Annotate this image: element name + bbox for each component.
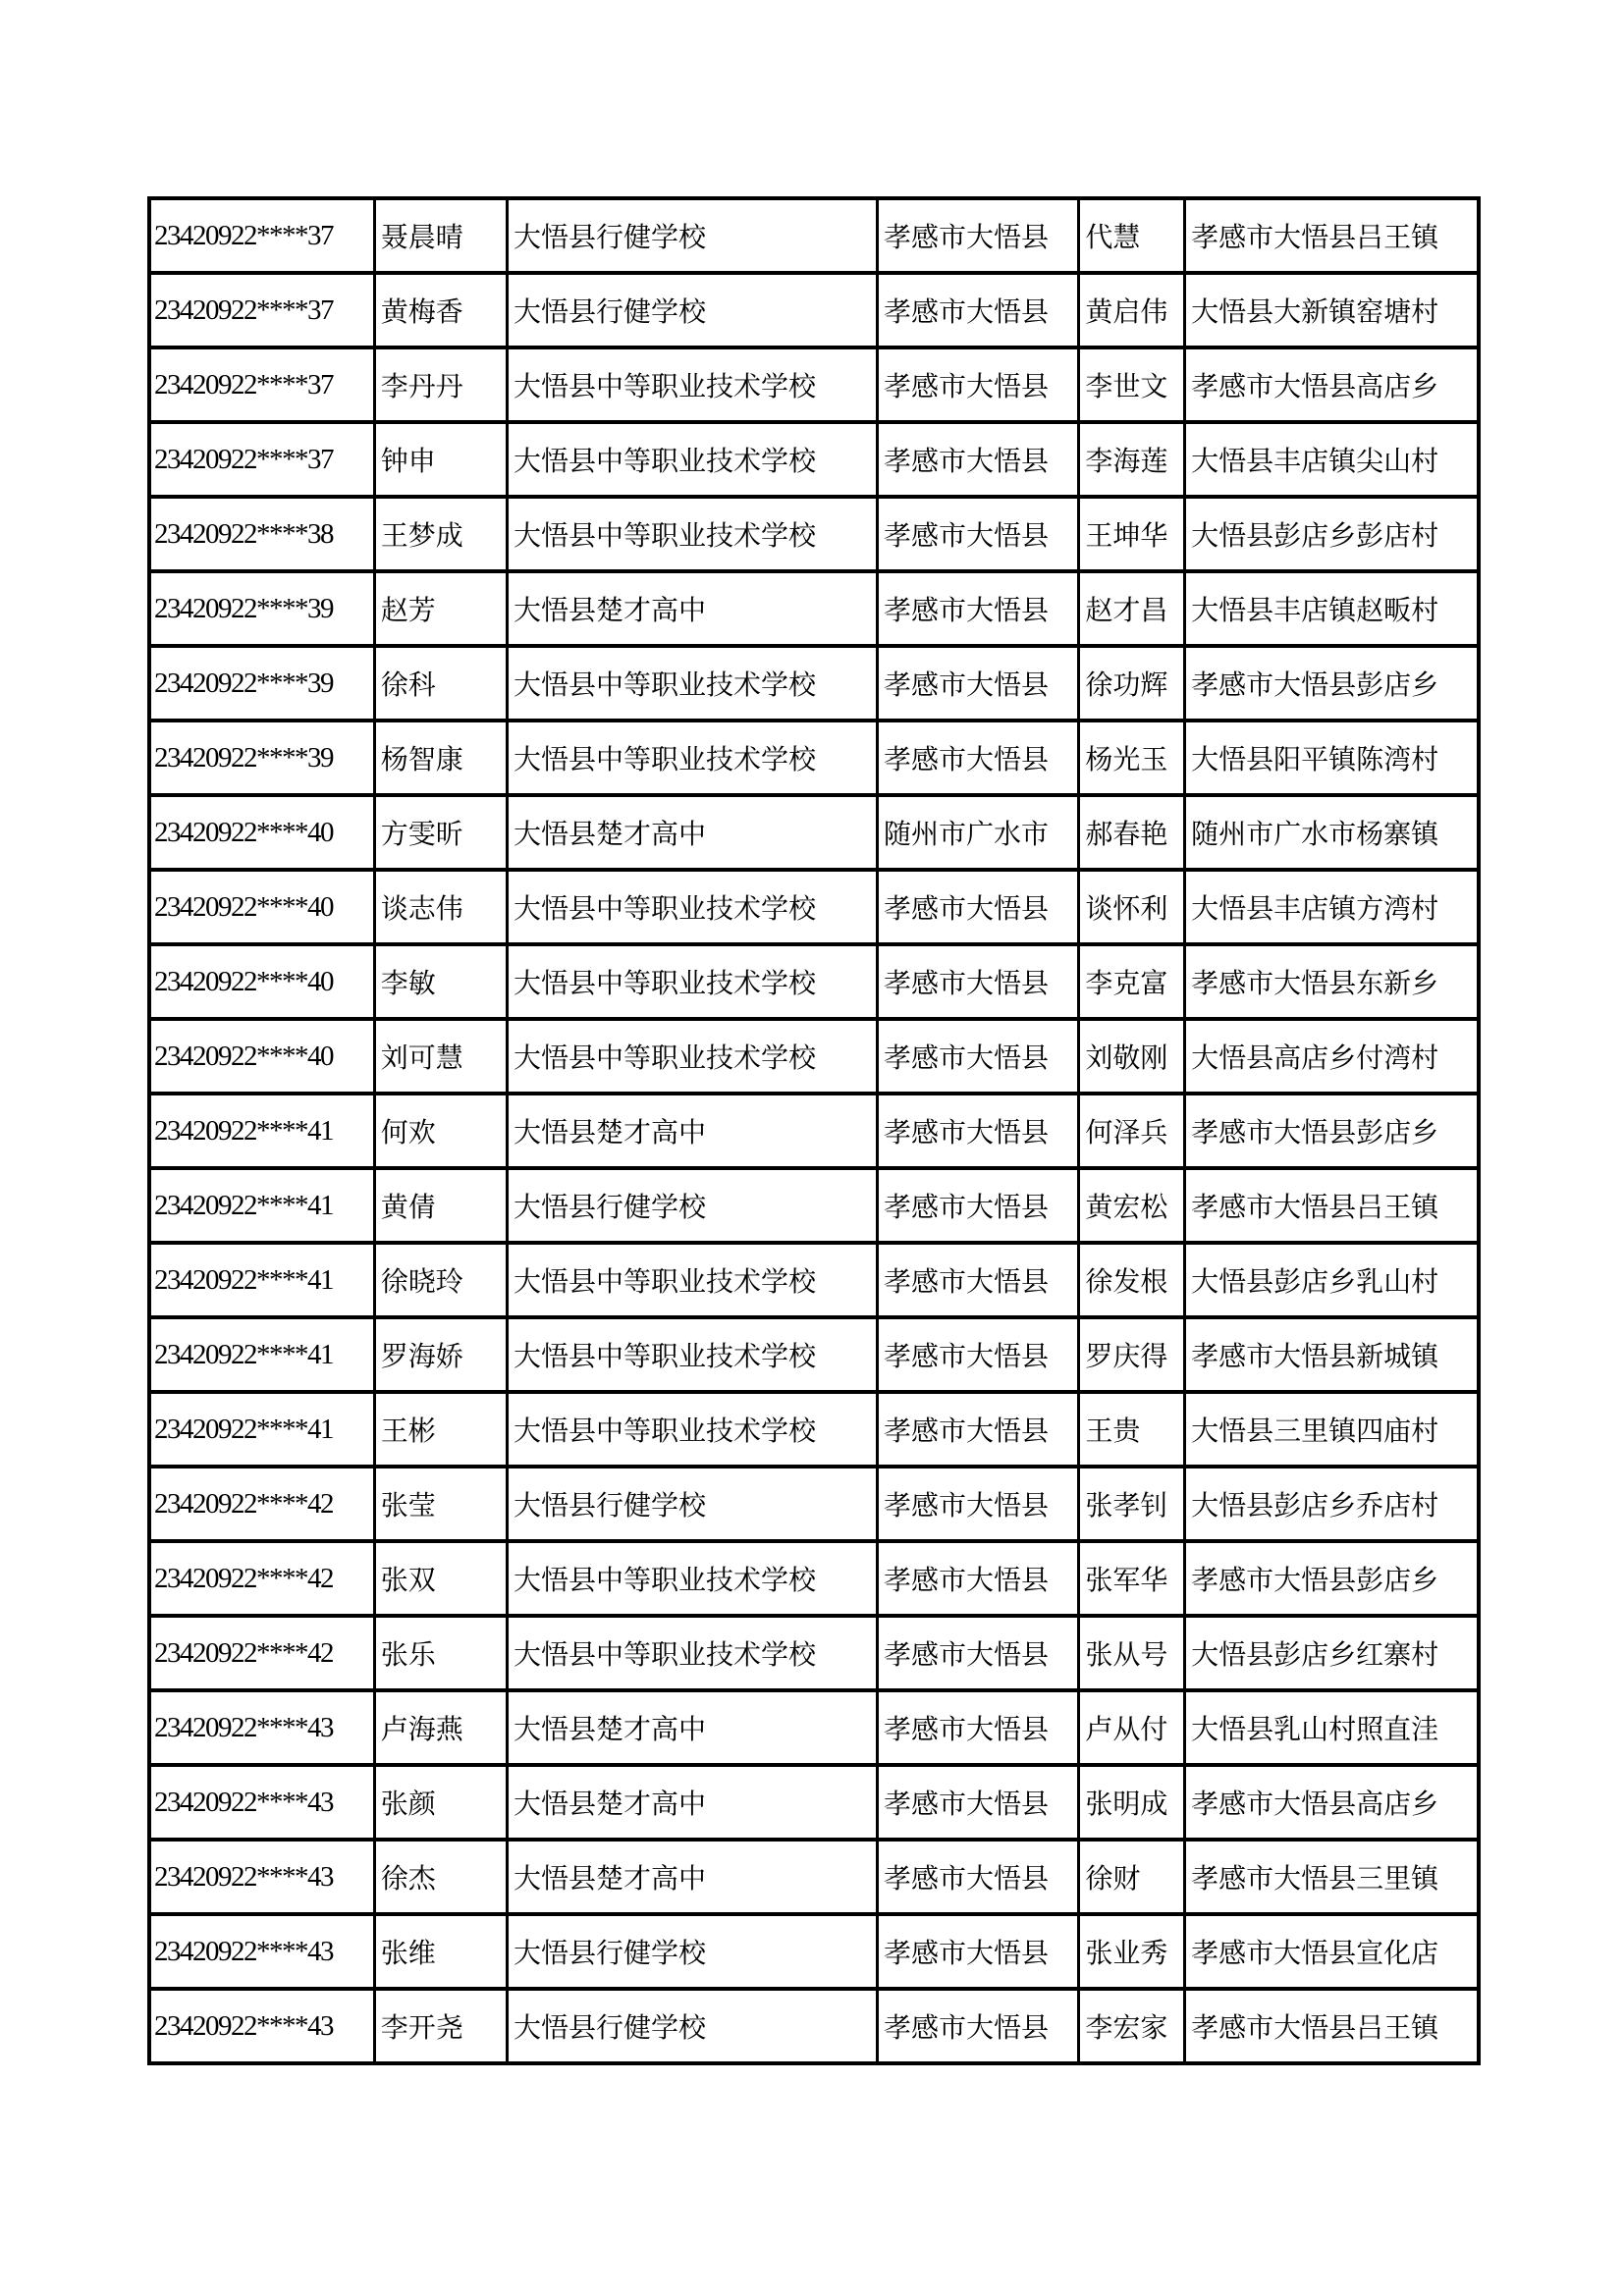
student-name-cell: 张维 xyxy=(374,1914,507,1989)
school-cell: 大悟县中等职业技术学校 xyxy=(508,1616,878,1690)
school-cell: 大悟县中等职业技术学校 xyxy=(508,497,878,571)
school-cell: 大悟县行健学校 xyxy=(508,1467,878,1541)
address-cell: 孝感市大悟县吕王镇 xyxy=(1185,198,1479,273)
guardian-name-cell: 卢从付 xyxy=(1079,1690,1185,1765)
guardian-name-cell: 徐发根 xyxy=(1079,1243,1185,1317)
region-cell: 孝感市大悟县 xyxy=(877,1317,1078,1392)
student-id-cell: 23420922****42 xyxy=(149,1467,374,1541)
school-cell: 大悟县楚才高中 xyxy=(508,1690,878,1765)
region-cell: 孝感市大悟县 xyxy=(877,944,1078,1019)
student-name-cell: 王彬 xyxy=(374,1392,507,1467)
student-id-cell: 23420922****40 xyxy=(149,795,374,870)
guardian-name-cell: 张军华 xyxy=(1079,1541,1185,1616)
guardian-name-cell: 代慧 xyxy=(1079,198,1185,273)
address-cell: 大悟县大新镇窑塘村 xyxy=(1185,273,1479,347)
table-row xyxy=(149,1094,1479,1168)
guardian-name-cell: 张明成 xyxy=(1079,1765,1185,1840)
table-row xyxy=(149,1840,1479,1914)
student-id-cell: 23420922****37 xyxy=(149,347,374,422)
student-name-cell: 李开尧 xyxy=(374,1989,507,2063)
student-name-cell: 李敏 xyxy=(374,944,507,1019)
student-name-cell: 何欢 xyxy=(374,1094,507,1168)
region-cell: 孝感市大悟县 xyxy=(877,571,1078,646)
student-name-cell: 张莹 xyxy=(374,1467,507,1541)
school-cell: 大悟县中等职业技术学校 xyxy=(508,1541,878,1616)
student-name-cell: 张双 xyxy=(374,1541,507,1616)
table-row xyxy=(149,422,1479,497)
region-cell: 孝感市大悟县 xyxy=(877,198,1078,273)
student-name-cell: 罗海娇 xyxy=(374,1317,507,1392)
school-cell: 大悟县中等职业技术学校 xyxy=(508,347,878,422)
student-id-cell: 23420922****43 xyxy=(149,1840,374,1914)
guardian-name-cell: 李海莲 xyxy=(1079,422,1185,497)
school-cell: 大悟县行健学校 xyxy=(508,273,878,347)
student-name-cell: 卢海燕 xyxy=(374,1690,507,1765)
address-cell: 孝感市大悟县吕王镇 xyxy=(1185,1168,1479,1243)
student-id-cell: 23420922****41 xyxy=(149,1392,374,1467)
school-cell: 大悟县中等职业技术学校 xyxy=(508,646,878,721)
address-cell: 大悟县彭店乡乳山村 xyxy=(1185,1243,1479,1317)
address-cell: 大悟县三里镇四庙村 xyxy=(1185,1392,1479,1467)
student-id-cell: 23420922****41 xyxy=(149,1094,374,1168)
student-name-cell: 赵芳 xyxy=(374,571,507,646)
student-id-cell: 23420922****43 xyxy=(149,1690,374,1765)
school-cell: 大悟县中等职业技术学校 xyxy=(508,870,878,944)
guardian-name-cell: 王贵 xyxy=(1079,1392,1185,1467)
table-row xyxy=(149,1168,1479,1243)
region-cell: 孝感市大悟县 xyxy=(877,1840,1078,1914)
address-cell: 孝感市大悟县东新乡 xyxy=(1185,944,1479,1019)
region-cell: 孝感市大悟县 xyxy=(877,1243,1078,1317)
student-name-cell: 杨智康 xyxy=(374,721,507,795)
region-cell: 孝感市大悟县 xyxy=(877,497,1078,571)
guardian-name-cell: 张孝钊 xyxy=(1079,1467,1185,1541)
table-row xyxy=(149,870,1479,944)
table-row xyxy=(149,795,1479,870)
school-cell: 大悟县楚才高中 xyxy=(508,571,878,646)
region-cell: 孝感市大悟县 xyxy=(877,422,1078,497)
school-cell: 大悟县中等职业技术学校 xyxy=(508,944,878,1019)
school-cell: 大悟县中等职业技术学校 xyxy=(508,1317,878,1392)
table-row xyxy=(149,1392,1479,1467)
school-cell: 大悟县楚才高中 xyxy=(508,795,878,870)
guardian-name-cell: 张业秀 xyxy=(1079,1914,1185,1989)
region-cell: 孝感市大悟县 xyxy=(877,347,1078,422)
table-row xyxy=(149,1765,1479,1840)
region-cell: 孝感市大悟县 xyxy=(877,1914,1078,1989)
student-name-cell: 李丹丹 xyxy=(374,347,507,422)
school-cell: 大悟县中等职业技术学校 xyxy=(508,422,878,497)
address-cell: 孝感市大悟县彭店乡 xyxy=(1185,1094,1479,1168)
address-cell: 大悟县彭店乡彭店村 xyxy=(1185,497,1479,571)
address-cell: 孝感市大悟县三里镇 xyxy=(1185,1840,1479,1914)
school-cell: 大悟县中等职业技术学校 xyxy=(508,721,878,795)
table-row xyxy=(149,1690,1479,1765)
address-cell: 大悟县丰店镇方湾村 xyxy=(1185,870,1479,944)
address-cell: 大悟县彭店乡红寨村 xyxy=(1185,1616,1479,1690)
region-cell: 孝感市大悟县 xyxy=(877,1392,1078,1467)
address-cell: 孝感市大悟县高店乡 xyxy=(1185,1765,1479,1840)
student-id-cell: 23420922****42 xyxy=(149,1616,374,1690)
school-cell: 大悟县中等职业技术学校 xyxy=(508,1019,878,1094)
student-name-cell: 谈志伟 xyxy=(374,870,507,944)
student-name-cell: 黄梅香 xyxy=(374,273,507,347)
student-name-cell: 钟申 xyxy=(374,422,507,497)
table-row xyxy=(149,1989,1479,2063)
student-name-cell: 王梦成 xyxy=(374,497,507,571)
address-cell: 大悟县彭店乡乔店村 xyxy=(1185,1467,1479,1541)
table-row xyxy=(149,1019,1479,1094)
address-cell: 孝感市大悟县吕王镇 xyxy=(1185,1989,1479,2063)
school-cell: 大悟县行健学校 xyxy=(508,1989,878,2063)
guardian-name-cell: 罗庆得 xyxy=(1079,1317,1185,1392)
address-cell: 大悟县阳平镇陈湾村 xyxy=(1185,721,1479,795)
guardian-name-cell: 何泽兵 xyxy=(1079,1094,1185,1168)
student-id-cell: 23420922****43 xyxy=(149,1765,374,1840)
guardian-name-cell: 杨光玉 xyxy=(1079,721,1185,795)
school-cell: 大悟县行健学校 xyxy=(508,198,878,273)
student-id-cell: 23420922****37 xyxy=(149,273,374,347)
student-name-cell: 张乐 xyxy=(374,1616,507,1690)
region-cell: 孝感市大悟县 xyxy=(877,1168,1078,1243)
region-cell: 孝感市大悟县 xyxy=(877,273,1078,347)
table-row xyxy=(149,1616,1479,1690)
school-cell: 大悟县楚才高中 xyxy=(508,1840,878,1914)
table-row xyxy=(149,571,1479,646)
region-cell: 孝感市大悟县 xyxy=(877,870,1078,944)
guardian-name-cell: 李宏家 xyxy=(1079,1989,1185,2063)
school-cell: 大悟县行健学校 xyxy=(508,1168,878,1243)
address-cell: 大悟县丰店镇赵畈村 xyxy=(1185,571,1479,646)
table-row xyxy=(149,944,1479,1019)
address-cell: 随州市广水市杨寨镇 xyxy=(1185,795,1479,870)
guardian-name-cell: 王坤华 xyxy=(1079,497,1185,571)
address-cell: 孝感市大悟县宣化店 xyxy=(1185,1914,1479,1989)
guardian-name-cell: 徐财 xyxy=(1079,1840,1185,1914)
student-name-cell: 黄倩 xyxy=(374,1168,507,1243)
table-row xyxy=(149,1243,1479,1317)
student-name-cell: 刘可慧 xyxy=(374,1019,507,1094)
student-name-cell: 徐科 xyxy=(374,646,507,721)
guardian-name-cell: 张从号 xyxy=(1079,1616,1185,1690)
guardian-name-cell: 徐功辉 xyxy=(1079,646,1185,721)
school-cell: 大悟县楚才高中 xyxy=(508,1094,878,1168)
student-name-cell: 徐杰 xyxy=(374,1840,507,1914)
address-cell: 大悟县乳山村照直洼 xyxy=(1185,1690,1479,1765)
guardian-name-cell: 黄启伟 xyxy=(1079,273,1185,347)
student-id-cell: 23420922****40 xyxy=(149,944,374,1019)
address-cell: 孝感市大悟县彭店乡 xyxy=(1185,646,1479,721)
table-row xyxy=(149,646,1479,721)
guardian-name-cell: 刘敬刚 xyxy=(1079,1019,1185,1094)
student-id-cell: 23420922****40 xyxy=(149,870,374,944)
address-cell: 孝感市大悟县高店乡 xyxy=(1185,347,1479,422)
region-cell: 孝感市大悟县 xyxy=(877,1616,1078,1690)
table-row xyxy=(149,1541,1479,1616)
student-name-cell: 徐晓玲 xyxy=(374,1243,507,1317)
student-id-cell: 23420922****43 xyxy=(149,1989,374,2063)
table-row xyxy=(149,198,1479,273)
address-cell: 孝感市大悟县彭店乡 xyxy=(1185,1541,1479,1616)
student-id-cell: 23420922****39 xyxy=(149,571,374,646)
guardian-name-cell: 黄宏松 xyxy=(1079,1168,1185,1243)
table-row xyxy=(149,721,1479,795)
region-cell: 孝感市大悟县 xyxy=(877,1989,1078,2063)
guardian-name-cell: 李世文 xyxy=(1079,347,1185,422)
student-name-cell: 张颜 xyxy=(374,1765,507,1840)
table-row xyxy=(149,347,1479,422)
school-cell: 大悟县行健学校 xyxy=(508,1914,878,1989)
table-row xyxy=(149,497,1479,571)
student-id-cell: 23420922****37 xyxy=(149,198,374,273)
table-row xyxy=(149,1467,1479,1541)
student-table xyxy=(147,196,1481,2065)
region-cell: 孝感市大悟县 xyxy=(877,1690,1078,1765)
table-row xyxy=(149,1317,1479,1392)
student-id-cell: 23420922****39 xyxy=(149,646,374,721)
school-cell: 大悟县楚才高中 xyxy=(508,1765,878,1840)
student-id-cell: 23420922****39 xyxy=(149,721,374,795)
school-cell: 大悟县中等职业技术学校 xyxy=(508,1392,878,1467)
region-cell: 孝感市大悟县 xyxy=(877,1467,1078,1541)
region-cell: 孝感市大悟县 xyxy=(877,1765,1078,1840)
guardian-name-cell: 谈怀利 xyxy=(1079,870,1185,944)
region-cell: 孝感市大悟县 xyxy=(877,721,1078,795)
student-id-cell: 23420922****42 xyxy=(149,1541,374,1616)
address-cell: 孝感市大悟县新城镇 xyxy=(1185,1317,1479,1392)
student-id-cell: 23420922****38 xyxy=(149,497,374,571)
region-cell: 孝感市大悟县 xyxy=(877,1541,1078,1616)
table-row xyxy=(149,273,1479,347)
guardian-name-cell: 李克富 xyxy=(1079,944,1185,1019)
table-body xyxy=(149,198,1479,2063)
region-cell: 孝感市大悟县 xyxy=(877,1019,1078,1094)
student-id-cell: 23420922****43 xyxy=(149,1914,374,1989)
student-id-cell: 23420922****41 xyxy=(149,1168,374,1243)
region-cell: 孝感市大悟县 xyxy=(877,646,1078,721)
region-cell: 随州市广水市 xyxy=(877,795,1078,870)
student-id-cell: 23420922****41 xyxy=(149,1317,374,1392)
student-id-cell: 23420922****37 xyxy=(149,422,374,497)
guardian-name-cell: 郝春艳 xyxy=(1079,795,1185,870)
address-cell: 大悟县高店乡付湾村 xyxy=(1185,1019,1479,1094)
region-cell: 孝感市大悟县 xyxy=(877,1094,1078,1168)
student-name-cell: 方雯昕 xyxy=(374,795,507,870)
student-name-cell: 聂晨晴 xyxy=(374,198,507,273)
guardian-name-cell: 赵才昌 xyxy=(1079,571,1185,646)
student-id-cell: 23420922****41 xyxy=(149,1243,374,1317)
school-cell: 大悟县中等职业技术学校 xyxy=(508,1243,878,1317)
address-cell: 大悟县丰店镇尖山村 xyxy=(1185,422,1479,497)
table-row xyxy=(149,1914,1479,1989)
student-id-cell: 23420922****40 xyxy=(149,1019,374,1094)
